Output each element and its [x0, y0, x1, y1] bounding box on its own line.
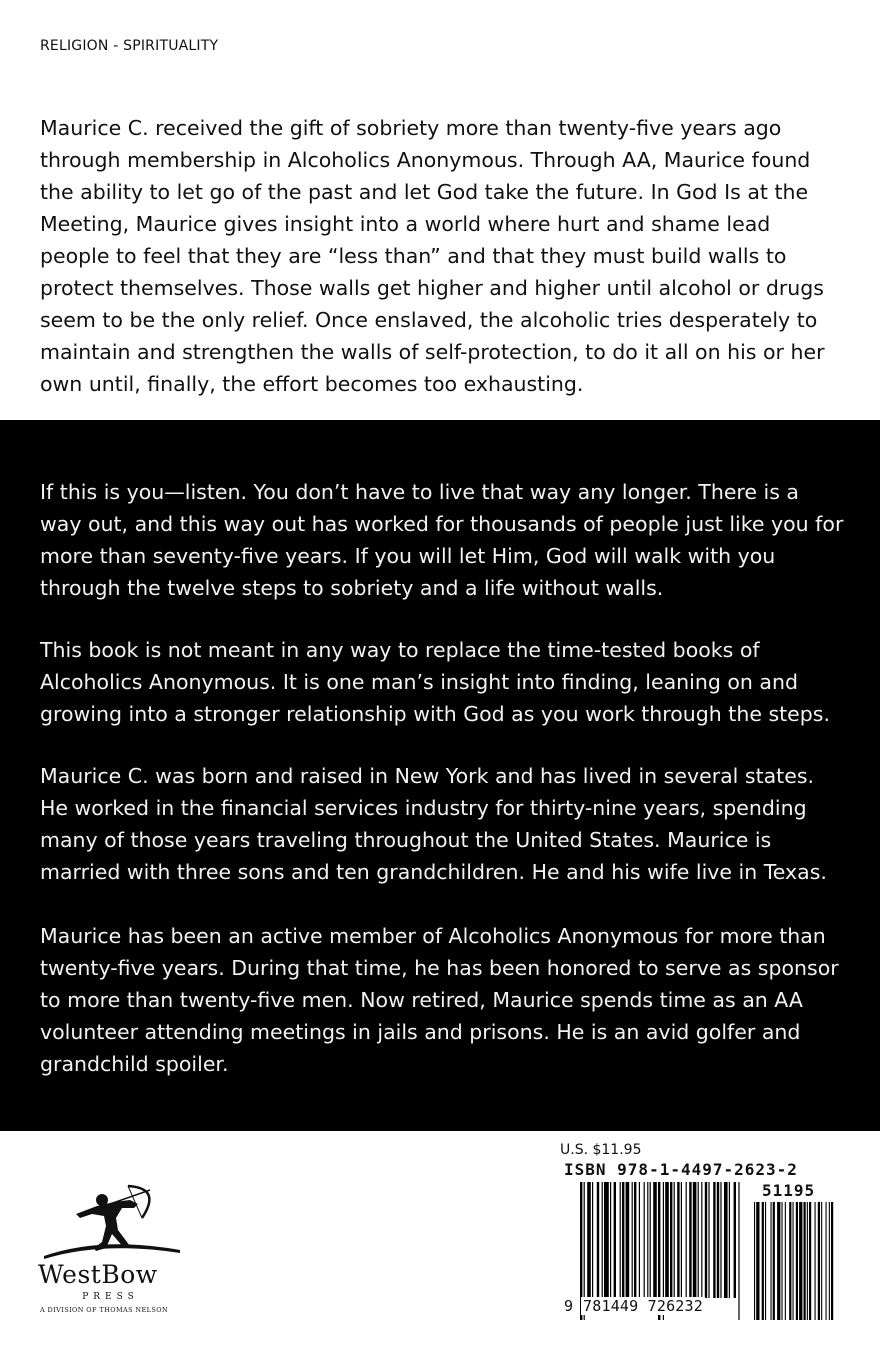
addon-bar [826, 1202, 827, 1320]
addon-bar [762, 1202, 764, 1320]
addon-bar [807, 1202, 808, 1320]
barcode-bar [622, 1182, 624, 1298]
addon-bar [765, 1202, 766, 1320]
barcode-bar [698, 1182, 699, 1298]
intro-paragraph: Maurice C. received the gift of sobriety more than twenty-five years ago through membership in Alcoholics Anonymous. Through AA, Maurice found the ability to let go of the past and let God take the future. In God Is at the Meeting, Maurice gives insight into a world where hurt and shame lead people to feel that they are “less than” and that they must build walls to protect themselves. Those walls get higher and higher until alcohol or drugs seem to be the only relief. Once enslaved, the alcoholic tries desperately to maintain and strengthen the walls of self-protection, to do it all on his or her own until, finally, the effort becomes too exhausting. [40, 116, 825, 396]
isbn-label: ISBN 978-1-4497-2623-2 [564, 1160, 798, 1179]
barcode-bar [602, 1182, 603, 1298]
addon-bar [799, 1202, 802, 1320]
publisher-division: A DIVISION OF THOMAS NELSON [40, 1306, 169, 1314]
barcode-bar [717, 1182, 719, 1298]
barcode-bar [738, 1182, 739, 1320]
barcode-bar [634, 1182, 636, 1298]
barcode-digits: 781449 726232 [583, 1297, 703, 1315]
barcode-bar [614, 1182, 616, 1298]
barcode-addon-number: 51195 [762, 1181, 816, 1200]
addon-bar [821, 1202, 822, 1320]
price-label: U.S. $11.95 [560, 1142, 642, 1158]
body-paragraph-1: If this is you—listen. You don’t have to live that way any longer. There is a way out, and this way out has worked for thousands of people just like you for more than seventy-five years. If you will let Him, God will walk with you through the twelve steps to sobriety and a life without walls. [40, 480, 844, 600]
barcode-bar [587, 1182, 591, 1298]
addon-bar [809, 1202, 811, 1320]
addon-bar [789, 1202, 791, 1320]
addon-bar [782, 1202, 783, 1320]
body-paragraph-4: Maurice has been an active member of Alcoholics Anonymous for more than twenty-five years. During that time, he has been honored to serve as sponsor to more than twenty-five men. Now retired, Maurice spends time as an AA volunteer attending meetings in jails and prisons. He is an avid golfer and grandchild spoiler. [40, 924, 839, 1076]
barcode-bar [647, 1182, 648, 1298]
barcode-bar [632, 1182, 633, 1298]
barcode-bar [665, 1182, 669, 1298]
addon-bar [777, 1202, 780, 1320]
barcode-bar [604, 1182, 609, 1298]
addon-bar [785, 1202, 786, 1320]
publisher-name: WestBow [38, 1260, 158, 1289]
addon-bar [773, 1202, 775, 1320]
publisher-press: PRESS [82, 1292, 139, 1302]
barcode-bar [705, 1182, 707, 1298]
barcode-bar [650, 1182, 651, 1298]
barcode-bar [677, 1182, 679, 1298]
barcode-bar [681, 1182, 682, 1298]
barcode-bar [610, 1182, 611, 1298]
barcode-bar [720, 1182, 721, 1298]
addon-bar [831, 1202, 833, 1320]
barcode-bar [644, 1182, 645, 1298]
barcode-bar [693, 1182, 697, 1298]
publisher-logo [38, 1178, 183, 1328]
addon-bar [796, 1202, 798, 1320]
barcode-bar [653, 1182, 657, 1298]
barcode-bar [686, 1182, 687, 1298]
barcode-bar [724, 1182, 728, 1298]
body-paragraph-3: Maurice C. was born and raised in New York and has lived in several states. He worked in the financial services industry for thirty-nine years, spending many of those years traveling throughout the United States. Maurice is married with three sons and ten grandchildren. He and his wife live in Texas. [40, 764, 827, 884]
barcode-bar [713, 1182, 715, 1298]
dark-section [0, 420, 880, 1131]
addon-bar [793, 1202, 794, 1320]
addon-bar [756, 1202, 759, 1320]
archer-icon [42, 1178, 182, 1260]
addon-bar [818, 1202, 820, 1320]
barcode-first-digit: 9 [564, 1297, 574, 1315]
barcode-bar [639, 1182, 640, 1298]
barcode-bar [729, 1182, 730, 1298]
addon-bar [804, 1202, 806, 1320]
barcode-bar [592, 1182, 593, 1298]
category-label: RELIGION - SPIRITUALITY [40, 38, 219, 54]
barcode-bar [626, 1182, 630, 1298]
addon-bar [815, 1202, 816, 1320]
addon-bar [754, 1202, 755, 1320]
barcode-bar [674, 1182, 675, 1298]
barcode-bar [670, 1182, 672, 1298]
barcode-bar [708, 1182, 709, 1298]
barcode-bar [734, 1182, 736, 1298]
addon-bar [829, 1202, 830, 1320]
barcode-bar [620, 1182, 621, 1298]
body-paragraph-2: This book is not meant in any way to replace the time-tested books of Alcoholics Anonymous. It is one man’s insight into finding, leaning on and growing into a stronger relationship with God as you work through the steps. [40, 638, 830, 726]
barcode-bar [701, 1182, 702, 1298]
addon-bar [771, 1202, 772, 1320]
barcode-bar [597, 1182, 599, 1298]
barcode-bar [689, 1182, 691, 1298]
